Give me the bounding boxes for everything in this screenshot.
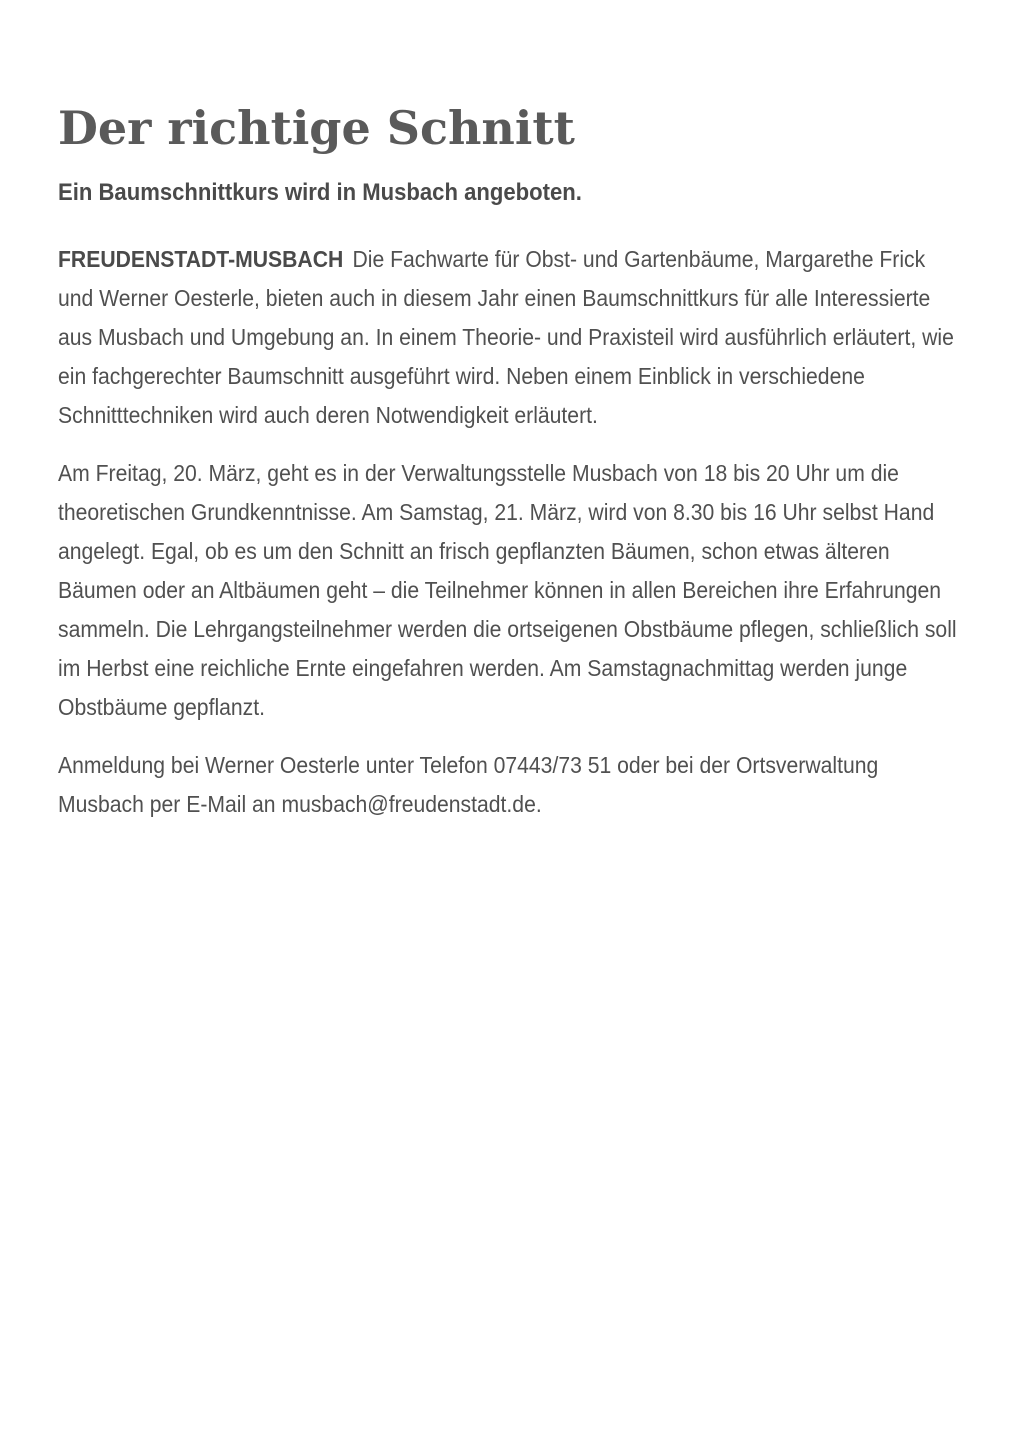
article-subtitle: Ein Baumschnittkurs wird in Musbach angeboten. <box>58 179 582 206</box>
article-title: Der richtige Schnitt <box>58 101 575 155</box>
article-body <box>58 240 963 824</box>
article-paragraph-3: Anmeldung bei Werner Oesterle unter Telefon 07443/73 51 oder bei der Ortsverwaltung Musbach per E-Mail an musbach@freudenstadt.de. <box>58 752 879 817</box>
article-paragraph-1 <box>58 240 963 435</box>
article-paragraph-2: Am Freitag, 20. März, geht es in der Verwaltungsstelle Musbach von 18 bis 20 Uhr um die theoretischen Grundkenntnisse. Am Samstag, 21. März, wird von 8.30 bis 16 Uhr selbst Hand angelegt. Egal, ob es um den Schnitt an frisch gepflanzten Bäumen, schon etwas älteren Bäumen oder an Altbäumen geht – die Teilnehmer können in allen Bereichen ihre Erfahrungen sammeln. Die Lehrgangsteilnehmer werden die ortseigenen Obstbäume pflegen, schließlich soll im Herbst eine reichliche Ernte eingefahren werden. Am Samstagnachmittag werden junge Obstbäume gepflanzt. <box>58 460 957 720</box>
dateline: FREUDENSTADT-MUSBACH <box>58 246 344 272</box>
paragraph-1-text: Die Fachwarte für Obst- und Gartenbäume, Margarethe Frick und Werner Oesterle, bieten auch in diesem Jahr einen Baumschnittkurs für alle Interessierte aus Musbach und Umgebung an. In einem Theorie- und Praxisteil wird ausführlich erläutert, wie ein fachgerechter Baumschnitt ausgeführt wird. Neben einem Einblick in verschiedene Schnitttechniken wird auch deren Notwendigkeit erläutert. <box>58 246 954 428</box>
